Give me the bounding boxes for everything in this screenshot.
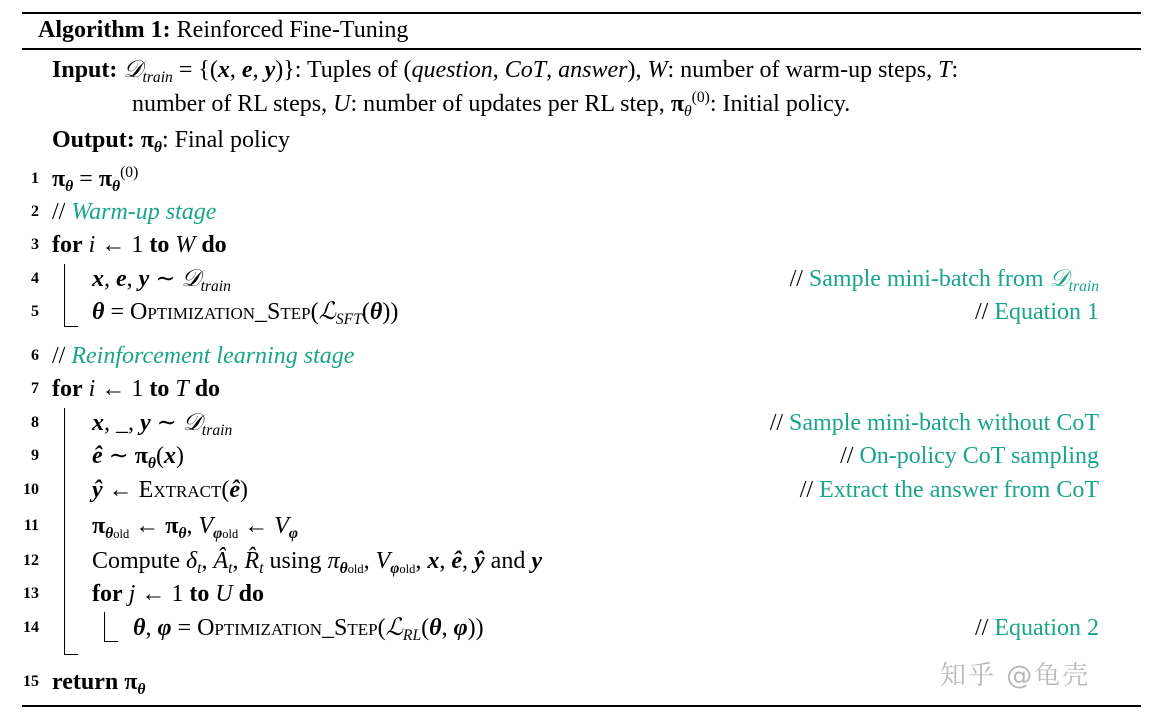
bottom-rule xyxy=(22,705,1141,707)
line-15-code: return $\pi_\theta$ xyxy=(52,669,146,699)
top-rule xyxy=(22,12,1141,14)
line-number: 6 xyxy=(31,347,39,364)
comment-text: Warm-up stage xyxy=(71,199,217,225)
line-number: 11 xyxy=(23,517,39,534)
line-number: 5 xyxy=(31,303,39,320)
line-number: 12 xyxy=(23,552,39,569)
comment-text: Reinforcement learning stage xyxy=(71,343,355,369)
input-line-2: number of RL steps, U: number of updates per RL step, $\pi_\theta^{(0)}$: Initial policy. xyxy=(132,89,851,121)
input-description: : Tuples of (question, CoT, answer), W: number of warm-up steps, T: xyxy=(294,57,959,83)
line-8-code: x, _, y ∼ 𝒟$_{train}$ xyxy=(92,410,233,440)
line-6-comment: // Reinforcement learning stage xyxy=(52,343,355,369)
scope-line-warmup xyxy=(64,264,65,327)
scope-line-inner xyxy=(104,612,105,642)
scope-end-warmup xyxy=(64,326,78,327)
scope-end-rl xyxy=(64,654,78,655)
output-text: : Final policy xyxy=(161,127,290,153)
line-9-code: ê ∼ $\pi_\theta(x)$ xyxy=(92,443,185,473)
line-number: 13 xyxy=(23,585,39,602)
line-number: 9 xyxy=(31,447,39,464)
line-number: 1 xyxy=(31,170,39,187)
comment-text: Equation 1 xyxy=(994,299,1099,325)
line-9-comment: // On-policy CoT sampling xyxy=(840,443,1099,469)
line-13-code: for j ← 1 to U do xyxy=(92,581,265,607)
line-2-comment: // Warm-up stage xyxy=(52,199,217,225)
line-14-comment: // Equation 2 xyxy=(975,615,1099,641)
line-number: 10 xyxy=(23,481,39,498)
watermark: 知乎 @龟壳 xyxy=(940,661,1091,691)
output-line: Output: $\pi_\theta$: Final policy xyxy=(52,127,290,157)
scope-end-inner xyxy=(104,641,118,642)
header-rule xyxy=(22,48,1141,50)
algorithm-title: Reinforced Fine-Tuning xyxy=(176,17,409,43)
comment-text: Sample mini-batch without CoT xyxy=(789,410,1099,436)
line-12-code: Compute $\delta_t$, $Â_t$, $R̂_t$ using $\pi_{\theta old}$, $V_{\varphi old}$, x, ê, ŷ and y xyxy=(92,548,542,578)
input-line-1: Input: 𝒟$_{train}$ = {(x, e, y)}: Tuples of (question, CoT, answer), W: number of warm-up steps, T: xyxy=(52,57,959,87)
comment-text: Extract the answer from CoT xyxy=(819,477,1099,503)
comment-text: Equation 2 xyxy=(994,615,1099,641)
line-8-comment: // Sample mini-batch without CoT xyxy=(769,410,1099,436)
output-label: Output: xyxy=(52,127,135,153)
algorithm-header xyxy=(38,16,408,44)
line-1-code: $\pi_\theta = \pi_\theta^{(0)}$ xyxy=(52,164,139,196)
line-5-code: θ = Optimization_Step(ℒ$_{SFT}$(θ)) xyxy=(92,299,399,329)
line-number: 3 xyxy=(31,236,39,253)
line-7-code: for i ← 1 to T do xyxy=(52,376,221,402)
comment-text: On-policy CoT sampling xyxy=(859,443,1099,469)
line-14-code: θ, φ = Optimization_Step(ℒ$_{RL}$(θ, φ)) xyxy=(133,615,484,645)
scope-line-rl xyxy=(64,408,65,655)
line-number: 2 xyxy=(31,203,39,220)
line-10-comment: // Extract the answer from CoT xyxy=(799,477,1099,503)
line-3-code: for i ← 1 to W do xyxy=(52,232,227,258)
line-5-comment: // Equation 1 xyxy=(975,299,1099,325)
line-4-comment: // Sample mini-batch from 𝒟$_{train}$ xyxy=(789,266,1099,296)
input-label: Input: xyxy=(52,57,118,83)
line-11-code: $\pi_{\theta old}$ ← $\pi_\theta$, $V_{\varphi old}$ ← $V_\varphi$ xyxy=(92,513,298,543)
algorithm-label: Algorithm 1: xyxy=(38,17,171,43)
line-number: 8 xyxy=(31,414,39,431)
line-4-code: x, e, y ∼ 𝒟$_{train}$ xyxy=(92,266,231,296)
line-number: 7 xyxy=(31,380,39,397)
line-number: 4 xyxy=(31,270,39,287)
dataset-symbol: 𝒟$_{train}$ xyxy=(123,57,173,87)
line-number: 15 xyxy=(23,673,39,690)
line-10-code: ŷ ← Extract(ê) xyxy=(92,477,248,503)
line-number: 14 xyxy=(23,619,39,636)
